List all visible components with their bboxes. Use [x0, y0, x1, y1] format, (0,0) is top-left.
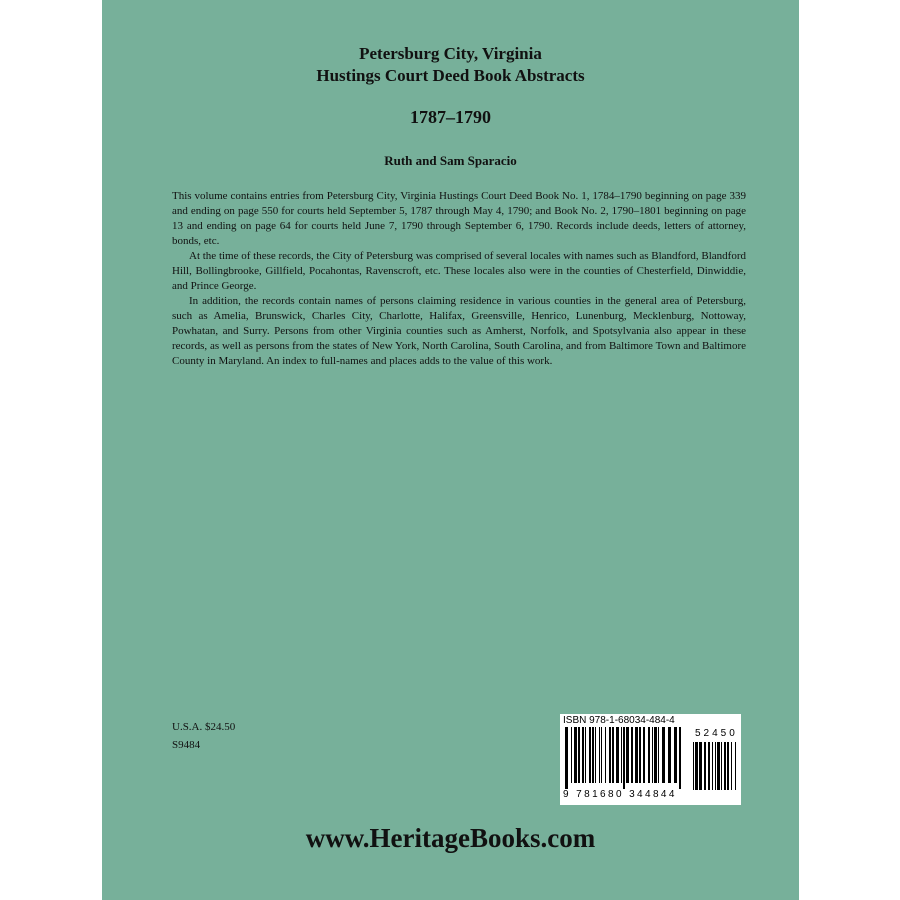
date-range: 1787–1790	[410, 107, 491, 127]
description-paragraph-1: This volume contains entries from Petersburg City, Virginia Hustings Court Deed Book No. 1, 1784–1790 beginning on page 339 and ending on page 550 for courts held September 5, 1787 through May 4, 1790; and Book No. 2, 1790–1801 beginning on page 13 and ending on page 64 for courts held June 7, 1790 through September 6, 1790. Records include deeds, letters of attorney, bonds, etc.	[172, 190, 746, 247]
barcode-icon	[565, 727, 681, 789]
description-paragraph-3: In addition, the records contain names of persons claiming residence in various counties in the general area of Petersburg, such as Amelia, Brunswick, Charles City, Charlotte, Halifax, Greensville, Henrico, Lunenburg, Mecklenburg, Nottoway, Powhatan, and Surry. Persons from other Virginia counties such as Amherst, Norfolk, and Spotsylvania also appear in these records, as well as persons from the states of New York, North Carolina, South Carolina, and from Baltimore Town and Baltimore County in Maryland. An index to full-names and places adds to the value of this work.	[172, 295, 746, 367]
authors: Ruth and Sam Sparacio	[384, 153, 517, 168]
isbn-text: ISBN 978-1-68034-484-4	[563, 715, 675, 726]
price-block	[172, 718, 235, 754]
website-url: www.HeritageBooks.com	[305, 823, 596, 853]
price-code: 52450	[695, 728, 738, 739]
book-back-cover	[102, 0, 799, 900]
catalog-number: S9484	[172, 739, 201, 751]
barcode-digits: 9 781680 344844	[563, 789, 677, 800]
description-paragraph-2: At the time of these records, the City of Petersburg was comprised of several locales with names such as Blandford, Blandford Hill, Bollingbrooke, Gillfield, Pocahontas, Ravenscroft, etc. These locales also were in the counties of Chesterfield, Dinwiddie, and Prince George.	[172, 250, 746, 292]
description	[172, 189, 746, 369]
isbn-barcode	[560, 714, 741, 805]
price: U.S.A. $24.50	[172, 721, 236, 733]
title-line-1: Petersburg City, Virginia	[359, 44, 542, 63]
addon-barcode-icon	[693, 742, 737, 796]
title-line-2: Hustings Court Deed Book Abstracts	[316, 66, 585, 85]
